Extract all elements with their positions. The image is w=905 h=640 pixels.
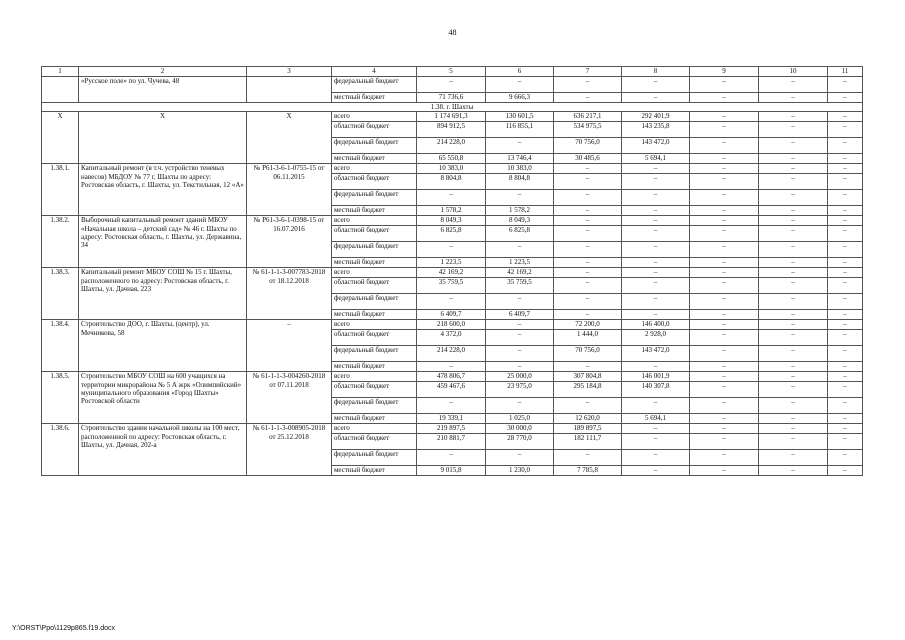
amount-cell: – (486, 330, 554, 346)
amount-cell: – (759, 346, 828, 362)
amount-cell: 1 174 691,3 (417, 112, 486, 122)
amount-cell: – (554, 450, 622, 466)
amount-cell: – (828, 310, 863, 320)
amount-cell: – (622, 434, 690, 450)
amount-cell: – (622, 226, 690, 242)
amount-cell: – (828, 122, 863, 138)
amount-cell: – (690, 382, 759, 398)
amount-cell: – (622, 206, 690, 216)
amount-cell: 214 228,0 (417, 346, 486, 362)
amount-cell: – (690, 450, 759, 466)
table-row (42, 112, 863, 122)
amount-cell: 143 472,0 (622, 138, 690, 154)
funding-source: областной бюджет (332, 226, 417, 242)
amount-cell: – (759, 226, 828, 242)
amount-cell: – (486, 398, 554, 414)
column-header: 8 (622, 67, 690, 77)
amount-cell: 459 467,6 (417, 382, 486, 398)
item-number: 1.38.6. (42, 424, 79, 476)
amount-cell: – (622, 310, 690, 320)
table-body (42, 67, 863, 476)
amount-cell: 218 600,0 (417, 320, 486, 330)
amount-cell: – (690, 294, 759, 310)
amount-cell: 6 409,7 (417, 310, 486, 320)
funding-source: местный бюджет (332, 93, 417, 103)
amount-cell: – (759, 112, 828, 122)
column-header: 5 (417, 67, 486, 77)
amount-cell: – (828, 77, 863, 93)
column-header: 11 (828, 67, 863, 77)
amount-cell: 6 825,8 (417, 226, 486, 242)
amount-cell: – (554, 174, 622, 190)
amount-cell: – (622, 77, 690, 93)
amount-cell: 292 401,9 (622, 112, 690, 122)
funding-source: всего (332, 164, 417, 174)
amount-cell: 12 620,0 (554, 414, 622, 424)
amount-cell: 4 372,0 (417, 330, 486, 346)
amount-cell: – (486, 320, 554, 330)
funding-source: федеральный бюджет (332, 138, 417, 154)
amount-cell: – (690, 362, 759, 372)
amount-cell: – (828, 466, 863, 476)
amount-cell: – (759, 268, 828, 278)
table-row (42, 77, 863, 93)
amount-cell: 70 756,0 (554, 346, 622, 362)
amount-cell: 146 001,9 (622, 372, 690, 382)
amount-cell: 30 000,0 (486, 424, 554, 434)
amount-cell: – (690, 93, 759, 103)
amount-cell: – (622, 268, 690, 278)
amount-cell: 6 825,8 (486, 226, 554, 242)
amount-cell: – (554, 206, 622, 216)
amount-cell: – (828, 320, 863, 330)
budget-table (41, 66, 863, 476)
amount-cell: 1 578,2 (486, 206, 554, 216)
amount-cell: – (554, 294, 622, 310)
amount-cell: – (828, 154, 863, 164)
amount-cell: – (417, 450, 486, 466)
amount-cell: – (690, 372, 759, 382)
funding-source: местный бюджет (332, 414, 417, 424)
amount-cell: – (622, 278, 690, 294)
amount-cell: – (828, 226, 863, 242)
amount-cell: – (690, 190, 759, 206)
funding-source: федеральный бюджет (332, 450, 417, 466)
funding-source: местный бюджет (332, 206, 417, 216)
amount-cell: – (690, 346, 759, 362)
amount-cell: 42 169,2 (486, 268, 554, 278)
amount-cell: – (622, 466, 690, 476)
amount-cell: – (828, 164, 863, 174)
amount-cell: 8 804,8 (486, 174, 554, 190)
amount-cell: 189 897,5 (554, 424, 622, 434)
item-number: 1.38.2. (42, 216, 79, 268)
amount-cell: – (622, 216, 690, 226)
amount-cell: 130 601,5 (486, 112, 554, 122)
amount-cell: – (486, 346, 554, 362)
object-name: Строительство МБОУ СОШ на 600 учащихся на территории микрорайона № 5 А жрк «Олимпийский» муниципального образования «Город Шахты» Ростовской области (79, 372, 247, 424)
amount-cell: – (690, 154, 759, 164)
amount-cell: – (828, 398, 863, 414)
amount-cell: 19 339,1 (417, 414, 486, 424)
table-row (42, 268, 863, 278)
document-number: № Р61-3-6-1-0398-15 от 16.07.2016 (247, 216, 332, 268)
object-name: «Русское поле» по ул. Чучева, 48 (79, 77, 247, 103)
section-title: 1.38. г. Шахты (42, 103, 863, 112)
page-number: 48 (448, 28, 457, 37)
funding-source: федеральный бюджет (332, 77, 417, 93)
amount-cell: – (417, 398, 486, 414)
amount-cell: – (759, 372, 828, 382)
funding-source: областной бюджет (332, 174, 417, 190)
object-name: Строительство ДОО, г. Шахты, (центр), ул. Мечникова, 58 (79, 320, 247, 372)
amount-cell: – (690, 164, 759, 174)
amount-cell: – (554, 164, 622, 174)
amount-cell: – (554, 242, 622, 258)
amount-cell: – (690, 174, 759, 190)
column-header: 9 (690, 67, 759, 77)
amount-cell: – (486, 190, 554, 206)
funding-source: местный бюджет (332, 310, 417, 320)
amount-cell: 182 111,7 (554, 434, 622, 450)
amount-cell: – (828, 174, 863, 190)
column-header: 6 (486, 67, 554, 77)
amount-cell: – (417, 242, 486, 258)
amount-cell: 2 928,0 (622, 330, 690, 346)
funding-source: всего (332, 424, 417, 434)
funding-source: федеральный бюджет (332, 190, 417, 206)
amount-cell: – (759, 138, 828, 154)
amount-cell: – (554, 190, 622, 206)
amount-cell: 35 759,5 (417, 278, 486, 294)
amount-cell: – (828, 93, 863, 103)
amount-cell: – (554, 93, 622, 103)
column-header: 4 (332, 67, 417, 77)
amount-cell: 30 485,6 (554, 154, 622, 164)
amount-cell: – (828, 268, 863, 278)
table-row (42, 216, 863, 226)
amount-cell: – (690, 310, 759, 320)
amount-cell: – (417, 77, 486, 93)
amount-cell: – (828, 206, 863, 216)
amount-cell: – (759, 93, 828, 103)
amount-cell: 140 307,8 (622, 382, 690, 398)
amount-cell: 1 025,0 (486, 414, 554, 424)
amount-cell: 71 736,6 (417, 93, 486, 103)
funding-source: местный бюджет (332, 362, 417, 372)
header-row (42, 67, 863, 77)
funding-source: всего (332, 216, 417, 226)
amount-cell: – (759, 174, 828, 190)
amount-cell: – (828, 216, 863, 226)
amount-cell: – (828, 330, 863, 346)
amount-cell: – (554, 268, 622, 278)
amount-cell: 42 169,2 (417, 268, 486, 278)
amount-cell: 534 975,5 (554, 122, 622, 138)
amount-cell: 894 912,5 (417, 122, 486, 138)
amount-cell: – (759, 382, 828, 398)
item-number: 1.38.5. (42, 372, 79, 424)
object-name: Выборочный капитальный ремонт зданий МБОУ «Начальная школа – детский сад» № 46 г. Шахты по адресу: Ростовская область, г. Шахты, ул. Державина, 34 (79, 216, 247, 268)
amount-cell: 219 897,5 (417, 424, 486, 434)
amount-cell: – (828, 112, 863, 122)
footer-file-path: Y:\ORST\Ppo\1129p865.f19.docx (12, 625, 115, 632)
amount-cell: 1 578,2 (417, 206, 486, 216)
amount-cell: – (690, 466, 759, 476)
item-number (42, 77, 79, 103)
item-number: 1.38.3. (42, 268, 79, 320)
document-number: № 61-1-1-3-004260-2018 от 07.11.2018 (247, 372, 332, 424)
amount-cell: 23 975,0 (486, 382, 554, 398)
amount-cell: – (554, 362, 622, 372)
amount-cell: – (622, 174, 690, 190)
table-row (42, 164, 863, 174)
amount-cell: 8 049,3 (486, 216, 554, 226)
amount-cell: – (417, 294, 486, 310)
amount-cell: – (554, 398, 622, 414)
amount-cell: 636 217,1 (554, 112, 622, 122)
document-number: № 61-1-1-3-008905-2018 от 25.12.2018 (247, 424, 332, 476)
amount-cell: – (690, 434, 759, 450)
funding-source: областной бюджет (332, 122, 417, 138)
amount-cell: – (554, 226, 622, 242)
amount-cell: 1 230,0 (486, 466, 554, 476)
amount-cell: – (554, 77, 622, 93)
amount-cell: – (690, 414, 759, 424)
amount-cell: – (828, 434, 863, 450)
amount-cell: – (759, 164, 828, 174)
amount-cell: – (828, 278, 863, 294)
amount-cell: – (828, 450, 863, 466)
funding-source: местный бюджет (332, 154, 417, 164)
amount-cell: – (759, 414, 828, 424)
column-header: 7 (554, 67, 622, 77)
amount-cell: – (828, 258, 863, 268)
column-header: 3 (247, 67, 332, 77)
total-mark: Х (79, 112, 247, 164)
amount-cell: 10 383,0 (417, 164, 486, 174)
object-name: Строительство здания начальной школы на 100 мест, расположенной по адресу: Ростовская область, г. Шахты, ул. Дачная, 202-а (79, 424, 247, 476)
amount-cell: – (690, 258, 759, 268)
document-number: № 61-1-1-3-007783-2018 от 18.12.2018 (247, 268, 332, 320)
object-name: Капитальный ремонт МБОУ СОШ № 15 г. Шахты, расположенного по адресу: Ростовская область, г. Шахты, ул. Дачная, 223 (79, 268, 247, 320)
funding-source: местный бюджет (332, 466, 417, 476)
amount-cell: 9 015,8 (417, 466, 486, 476)
amount-cell: – (486, 77, 554, 93)
amount-cell: 9 666,3 (486, 93, 554, 103)
amount-cell: – (759, 362, 828, 372)
funding-source: всего (332, 320, 417, 330)
amount-cell: – (690, 330, 759, 346)
amount-cell: – (622, 398, 690, 414)
amount-cell: – (759, 294, 828, 310)
amount-cell: 5 694,1 (622, 154, 690, 164)
funding-source: всего (332, 268, 417, 278)
amount-cell: 6 409,7 (486, 310, 554, 320)
amount-cell: 143 235,8 (622, 122, 690, 138)
amount-cell: – (690, 398, 759, 414)
amount-cell: 143 472,0 (622, 346, 690, 362)
funding-source: областной бюджет (332, 330, 417, 346)
amount-cell: – (690, 122, 759, 138)
amount-cell: – (759, 466, 828, 476)
table-row (42, 320, 863, 330)
object-name: Капитальный ремонт (в т.ч. устройство теневых навесов) МБДОУ № 77 г. Шахты по адресу: Ростовская область, г. Шахты, ул. Текстильная, 12 «А» (79, 164, 247, 216)
amount-cell: – (690, 242, 759, 258)
amount-cell: – (622, 190, 690, 206)
amount-cell: – (690, 77, 759, 93)
amount-cell: 214 228,0 (417, 138, 486, 154)
amount-cell: 72 200,0 (554, 320, 622, 330)
amount-cell: 70 756,0 (554, 138, 622, 154)
amount-cell: – (759, 450, 828, 466)
document-number: – (247, 320, 332, 372)
amount-cell: – (486, 294, 554, 310)
amount-cell: 13 746,4 (486, 154, 554, 164)
amount-cell: – (417, 362, 486, 372)
amount-cell: – (417, 190, 486, 206)
amount-cell: – (486, 362, 554, 372)
amount-cell: – (828, 382, 863, 398)
amount-cell: – (690, 138, 759, 154)
amount-cell: – (759, 190, 828, 206)
amount-cell: – (690, 206, 759, 216)
amount-cell: – (828, 242, 863, 258)
amount-cell: 25 000,0 (486, 372, 554, 382)
table-row (42, 424, 863, 434)
funding-source: местный бюджет (332, 258, 417, 268)
amount-cell: – (759, 310, 828, 320)
amount-cell: 5 694,1 (622, 414, 690, 424)
amount-cell: – (486, 138, 554, 154)
amount-cell: – (759, 242, 828, 258)
amount-cell: 307 804,8 (554, 372, 622, 382)
amount-cell: – (486, 242, 554, 258)
amount-cell: – (759, 424, 828, 434)
column-header: 10 (759, 67, 828, 77)
funding-source: федеральный бюджет (332, 294, 417, 310)
amount-cell: – (759, 154, 828, 164)
amount-cell: – (622, 93, 690, 103)
funding-source: федеральный бюджет (332, 398, 417, 414)
amount-cell: 210 881,7 (417, 434, 486, 450)
amount-cell: – (622, 242, 690, 258)
document-number: № Р61-3-6-1-0755-15 от 06.11.2015 (247, 164, 332, 216)
amount-cell: – (759, 278, 828, 294)
amount-cell: – (759, 77, 828, 93)
amount-cell: 35 759,5 (486, 278, 554, 294)
amount-cell: – (554, 278, 622, 294)
amount-cell: – (622, 424, 690, 434)
funding-source: федеральный бюджет (332, 346, 417, 362)
amount-cell: – (690, 278, 759, 294)
amount-cell: – (690, 424, 759, 434)
amount-cell: 1 223,5 (417, 258, 486, 268)
amount-cell: 8 049,3 (417, 216, 486, 226)
amount-cell: 146 400,0 (622, 320, 690, 330)
amount-cell: 28 770,0 (486, 434, 554, 450)
funding-source: областной бюджет (332, 382, 417, 398)
column-header: 1 (42, 67, 79, 77)
item-number: 1.38.1. (42, 164, 79, 216)
amount-cell: – (828, 138, 863, 154)
amount-cell: – (828, 362, 863, 372)
amount-cell: – (486, 450, 554, 466)
amount-cell: – (554, 310, 622, 320)
item-number: 1.38.4. (42, 320, 79, 372)
amount-cell: – (690, 216, 759, 226)
funding-source: всего (332, 372, 417, 382)
amount-cell: 478 806,7 (417, 372, 486, 382)
table-row (42, 372, 863, 382)
funding-source: областной бюджет (332, 278, 417, 294)
amount-cell: – (759, 122, 828, 138)
funding-source: всего (332, 112, 417, 122)
funding-source: областной бюджет (332, 434, 417, 450)
column-header: 2 (79, 67, 247, 77)
amount-cell: – (622, 258, 690, 268)
document-number (247, 77, 332, 103)
amount-cell: 116 855,1 (486, 122, 554, 138)
funding-source: федеральный бюджет (332, 242, 417, 258)
amount-cell: – (554, 258, 622, 268)
amount-cell: – (622, 294, 690, 310)
amount-cell: 295 184,8 (554, 382, 622, 398)
amount-cell: – (759, 258, 828, 268)
amount-cell: – (759, 320, 828, 330)
total-mark: Х (247, 112, 332, 164)
amount-cell: 1 223,5 (486, 258, 554, 268)
section-row (42, 103, 863, 112)
amount-cell: – (554, 216, 622, 226)
amount-cell: – (690, 112, 759, 122)
amount-cell: 7 785,8 (554, 466, 622, 476)
amount-cell: – (828, 190, 863, 206)
amount-cell: – (759, 398, 828, 414)
amount-cell: 8 804,8 (417, 174, 486, 190)
amount-cell: – (828, 414, 863, 424)
amount-cell: – (622, 164, 690, 174)
amount-cell: – (622, 450, 690, 466)
amount-cell: – (759, 206, 828, 216)
amount-cell: – (690, 226, 759, 242)
amount-cell: – (759, 434, 828, 450)
amount-cell: – (622, 362, 690, 372)
amount-cell: 65 550,8 (417, 154, 486, 164)
amount-cell: – (828, 424, 863, 434)
total-mark: Х (42, 112, 79, 164)
amount-cell: – (828, 294, 863, 310)
amount-cell: – (690, 268, 759, 278)
amount-cell: – (759, 216, 828, 226)
amount-cell: – (759, 330, 828, 346)
amount-cell: – (690, 320, 759, 330)
amount-cell: – (828, 346, 863, 362)
amount-cell: – (828, 372, 863, 382)
amount-cell: 10 383,0 (486, 164, 554, 174)
amount-cell: 1 444,0 (554, 330, 622, 346)
